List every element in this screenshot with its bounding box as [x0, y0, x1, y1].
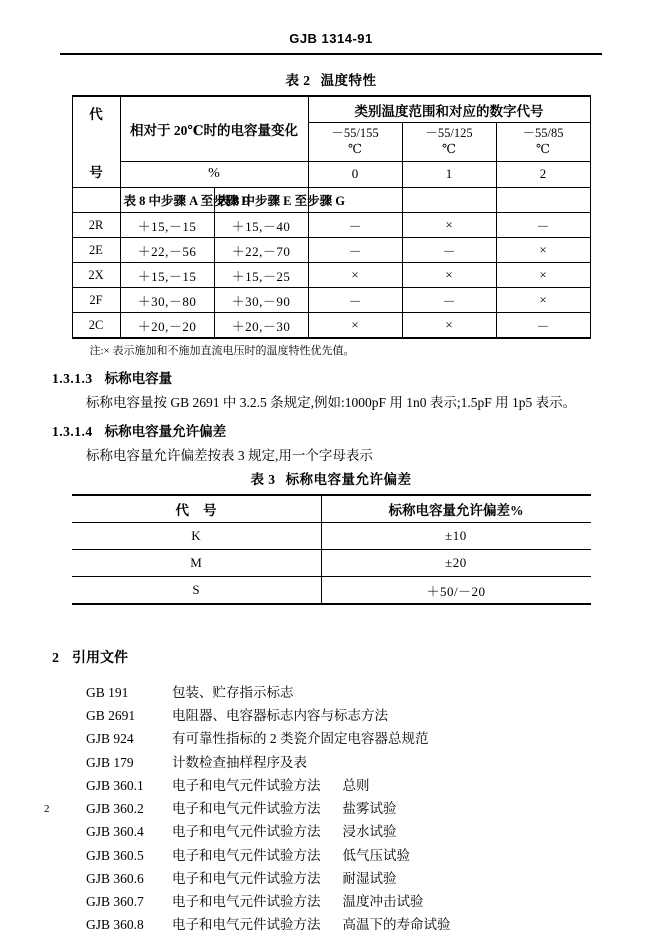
list-item — [0, 844, 662, 867]
table2-temp-range-0 — [308, 123, 402, 161]
table2-digit-code-1: 1 — [402, 161, 496, 187]
capacitance-tolerance-table — [72, 494, 591, 605]
reference-title: 电子和电气元件试验方法 — [172, 917, 321, 933]
table2-step-spacer-1 — [402, 188, 496, 213]
table2-category-header: 类别温度范围和对应的数字代号 — [308, 96, 590, 123]
table-row — [72, 263, 590, 288]
reference-id: GB 191 — [86, 685, 129, 700]
reference-title: 电子和电气元件试验方法 — [172, 777, 321, 793]
table2-row-change-ad: ＋15,－15 — [120, 213, 214, 238]
reference-list — [0, 681, 662, 936]
table2-digit-code-0: 0 — [308, 161, 402, 187]
table2-temp-range-1 — [402, 123, 496, 161]
reference-id: GJB 179 — [86, 754, 134, 770]
table2-row-mark-0: － — [308, 213, 402, 238]
reference-title: 电子和电气元件试验方法 — [172, 824, 321, 840]
reference-title: 包装、贮存指示标志 — [172, 685, 294, 700]
table2-temp-unit-0: ℃ — [348, 142, 362, 156]
table2-code-header — [72, 96, 120, 188]
reference-id: GJB 360.2 — [86, 801, 144, 817]
table-row — [72, 577, 591, 605]
table2-row-mark-2: × — [496, 288, 590, 313]
table3-header-code — [72, 495, 322, 523]
reference-title: 有可靠性指标的 2 类瓷介固定电容器总规范 — [172, 731, 429, 747]
table2-row-mark-2: － — [496, 313, 590, 339]
reference-id: GJB 924 — [86, 731, 134, 747]
table3-container — [72, 494, 591, 605]
table2-row-code: 2R — [72, 213, 120, 238]
table2-header-row-1 — [72, 96, 590, 123]
list-item — [0, 820, 662, 843]
table3-caption — [0, 468, 662, 488]
table2-step-header-0: 表 8 中步骤 A 至步骤 D — [120, 188, 214, 213]
table2-row-change-eg: ＋30,－90 — [214, 288, 308, 313]
table2-step-spacer — [72, 188, 120, 213]
reference-subtitle: 耐湿试验 — [342, 870, 397, 886]
clause-1-3-1-3-body: 标称电容量按 GB 2691 中 3.2.5 条规定,例如:1000pF 用 1n0 表示;1.5pF 用 1p5 表示。 — [86, 395, 577, 410]
table-row — [72, 523, 591, 550]
reference-subtitle: 总则 — [342, 777, 370, 793]
reference-id: GJB 360.8 — [86, 917, 144, 933]
table2-code-header-bottom: 号 — [89, 165, 103, 180]
reference-subtitle: 盐雾试验 — [342, 801, 397, 817]
reference-id: GJB 360.1 — [86, 777, 144, 793]
table2-row-code: 2E — [72, 238, 120, 263]
running-head: GJB 1314-91 — [289, 31, 373, 46]
reference-id: GJB 360.4 — [86, 824, 144, 840]
reference-subtitle: 高温下的寿命试验 — [342, 917, 451, 933]
table2-row-mark-1: － — [402, 288, 496, 313]
table2-row-change-ad: ＋30,－80 — [120, 288, 214, 313]
table2-row-mark-0: × — [308, 263, 402, 288]
reference-subtitle: 温度冲击试验 — [342, 893, 424, 909]
list-item — [0, 774, 662, 797]
table2-container — [72, 95, 591, 339]
table2-row-mark-0: － — [308, 238, 402, 263]
table-row — [72, 313, 590, 339]
reference-id: GJB 360.7 — [86, 893, 144, 909]
table2-row-mark-2: × — [496, 238, 590, 263]
temperature-characteristics-table — [72, 95, 591, 339]
table2-row-change-ad: ＋15,－15 — [120, 263, 214, 288]
table3-header-code-label: 代号 — [175, 503, 231, 518]
table2-row-change-ad: ＋20,－20 — [120, 313, 214, 339]
table2-row-change-eg: ＋22,－70 — [214, 238, 308, 263]
table2-temp-range-value-1: －55/125 — [425, 126, 473, 141]
table-row — [72, 288, 590, 313]
table2-row-change-eg: ＋15,－25 — [214, 263, 308, 288]
section-2-number: 2 — [52, 651, 59, 666]
clause-1-3-1-3-title: 标称电容量 — [104, 371, 173, 386]
reference-title: 电阻器、电容器标志内容与标志方法 — [172, 708, 388, 724]
clause-1-3-1-4-body: 标称电容量允许偏差按表 3 规定,用一个字母表示 — [86, 448, 373, 463]
list-item — [0, 797, 662, 820]
clause-1-3-1-4-heading — [0, 420, 662, 440]
table2-row-code: 2C — [72, 313, 120, 339]
list-item — [0, 913, 662, 936]
table2-change-header: 相对于 20℃时的电容量变化 — [120, 96, 308, 161]
table3-row-tolerance: ±10 — [321, 523, 591, 550]
table2-step-header-1: 表 8 中步骤 E 至步骤 G — [214, 188, 308, 213]
reference-subtitle: 浸水试验 — [342, 824, 397, 840]
list-item — [0, 727, 662, 750]
table2-temp-range-value-2: －55/85 — [522, 126, 564, 141]
reference-title: 电子和电气元件试验方法 — [172, 847, 321, 863]
reference-subtitle: 低气压试验 — [342, 847, 410, 863]
list-item — [0, 704, 662, 727]
reference-id: GB 2691 — [86, 708, 136, 724]
clause-1-3-1-4-title: 标称电容量允许偏差 — [104, 424, 227, 439]
clause-1-3-1-4-number: 1.3.1.4 — [52, 424, 93, 439]
list-item — [0, 867, 662, 890]
reference-id: GJB 360.6 — [86, 870, 144, 886]
table2-row-code: 2F — [72, 288, 120, 313]
table2-code-header-top: 代 — [89, 107, 103, 122]
reference-title: 计数检查抽样程序及表 — [172, 754, 307, 770]
list-item — [0, 751, 662, 774]
table2-row-mark-1: － — [402, 238, 496, 263]
table2-row-mark-0: × — [308, 313, 402, 339]
section-2-heading — [0, 647, 662, 667]
table2-row-change-ad: ＋22,－56 — [120, 238, 214, 263]
table2-row-mark-1: × — [402, 313, 496, 339]
table3-row-tolerance: ＋50/－20 — [321, 577, 591, 605]
reference-title: 电子和电气元件试验方法 — [172, 801, 321, 817]
reference-id: GJB 360.5 — [86, 847, 144, 863]
table2-caption — [0, 69, 662, 89]
table3-caption-title: 标称电容量允许偏差 — [285, 472, 412, 487]
table2-caption-number: 表 2 — [285, 73, 311, 88]
table2-step-spacer-2 — [496, 188, 590, 213]
table2-row-mark-0: － — [308, 288, 402, 313]
clause-1-3-1-3-number: 1.3.1.3 — [52, 371, 93, 386]
table2-row-mark-2: － — [496, 213, 590, 238]
table2-row-mark-2: × — [496, 263, 590, 288]
table3-header-tolerance: 标称电容量允许偏差% — [321, 495, 591, 523]
table2-temp-range-value-0: －55/155 — [331, 126, 379, 141]
table2-header-row-3 — [72, 161, 590, 187]
table2-row-mark-1: × — [402, 213, 496, 238]
table2-caption-title: 温度特性 — [320, 73, 377, 88]
table3-row-code: S — [72, 577, 322, 605]
table2-row-mark-1: × — [402, 263, 496, 288]
reference-title: 电子和电气元件试验方法 — [172, 870, 321, 886]
section-2-title: 引用文件 — [72, 651, 128, 666]
table3-row-tolerance: ±20 — [321, 550, 591, 577]
table-row — [72, 238, 590, 263]
table3-caption-number: 表 3 — [250, 472, 276, 487]
table2-row-change-eg: ＋20,－30 — [214, 313, 308, 339]
table3-row-code: K — [72, 523, 322, 550]
table2-step-header-row — [72, 188, 590, 213]
header-rule — [60, 53, 602, 55]
table2-digit-code-2: 2 — [496, 161, 590, 187]
table2-row-change-eg: ＋15,－40 — [214, 213, 308, 238]
reference-title: 电子和电气元件试验方法 — [172, 893, 321, 909]
table2-note: 注:× 表示施加和不施加直流电压时的温度特性优先值。 — [89, 345, 355, 357]
clause-1-3-1-3-heading — [0, 367, 662, 387]
table2-temp-unit-1: ℃ — [442, 142, 456, 156]
page-number: 2 — [44, 803, 50, 815]
table2-row-code: 2X — [72, 263, 120, 288]
table-row — [72, 213, 590, 238]
list-item — [0, 681, 662, 704]
table2-temp-unit-2: ℃ — [536, 142, 550, 156]
table3-row-code: M — [72, 550, 322, 577]
table2-temp-range-2 — [496, 123, 590, 161]
table2-unit-percent: % — [120, 161, 308, 187]
table-row — [72, 550, 591, 577]
table3-header-row — [72, 495, 591, 523]
list-item — [0, 890, 662, 913]
